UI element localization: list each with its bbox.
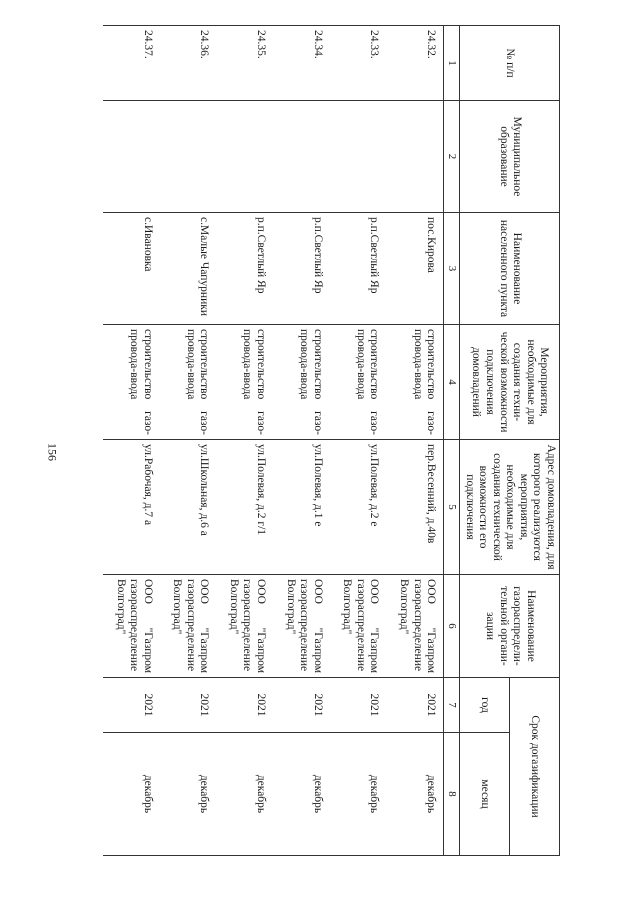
column-number: 7 (444, 678, 460, 733)
table-row (386, 26, 443, 856)
row-organization: ООО "Газпром газораспределение Волгоград" (160, 575, 217, 678)
header-deadline: Срок догазификации (510, 678, 560, 856)
row-municipality (273, 101, 330, 213)
row-municipality (386, 101, 443, 213)
column-number: 5 (444, 440, 460, 575)
table-row (103, 26, 160, 856)
row-number: 24.35. (216, 26, 273, 101)
row-year: 2021 (386, 678, 443, 733)
row-organization: ООО "Газпром газораспределение Волгоград" (273, 575, 330, 678)
table-header (460, 26, 560, 856)
column-number: 4 (444, 325, 460, 440)
row-locality: с.Ивановка (103, 213, 160, 325)
row-address: ул.Полевая, д.2 е (330, 440, 387, 575)
row-measure: строительство газо-провода-ввода (330, 325, 387, 440)
row-month: декабрь (386, 733, 443, 856)
column-number: 8 (444, 733, 460, 856)
row-measure: строительство газо-провода-ввода (160, 325, 217, 440)
table-row (160, 26, 217, 856)
row-month: декабрь (216, 733, 273, 856)
header-num: № п/п (460, 26, 560, 101)
row-address: пер.Весенний, д.40в (386, 440, 443, 575)
row-year: 2021 (160, 678, 217, 733)
row-locality: с.Малые Чапурники (160, 213, 217, 325)
row-address: ул.Рабочая, д.7 а (103, 440, 160, 575)
column-number: 3 (444, 213, 460, 325)
header-year: год (460, 678, 510, 733)
row-organization: ООО "Газпром газораспределение Волгоград" (330, 575, 387, 678)
header-measures: Мероприятия, необходимые для создания техни-ческой возможности подключения домовладений (460, 325, 560, 440)
row-locality: р.п.Светлый Яр (216, 213, 273, 325)
gasification-table (103, 25, 560, 856)
row-measure: строительство газо-провода-ввода (273, 325, 330, 440)
row-municipality (160, 101, 217, 213)
row-municipality (330, 101, 387, 213)
header-month: месяц (460, 733, 510, 856)
row-year: 2021 (103, 678, 160, 733)
row-locality: р.п.Светлый Яр (330, 213, 387, 325)
header-address: Адрес домовладения, для которого реализуются мероприятия, необходимые для создания технической возможности его подключения (460, 440, 560, 575)
row-locality: пос.Кирова (386, 213, 443, 325)
page-number: 156 (45, 443, 60, 461)
header-organization: Наименование газораспредели-тельной органи-зации (460, 575, 560, 678)
column-number: 1 (444, 26, 460, 101)
table-row (330, 26, 387, 856)
row-locality: р.п.Светлый Яр (273, 213, 330, 325)
row-address: ул.Полевая, д.2 г/1 (216, 440, 273, 575)
row-organization: ООО "Газпром газораспределение Волгоград" (216, 575, 273, 678)
row-number: 24.34. (273, 26, 330, 101)
row-measure: строительство газо-провода-ввода (103, 325, 160, 440)
row-month: декабрь (273, 733, 330, 856)
row-number: 24.32. (386, 26, 443, 101)
row-measure: строительство газо-провода-ввода (216, 325, 273, 440)
row-month: декабрь (103, 733, 160, 856)
row-address: ул.Полевая, д.1 е (273, 440, 330, 575)
table-row (273, 26, 330, 856)
table-row (216, 26, 273, 856)
header-municipality: Муниципальное образование (460, 101, 560, 213)
row-year: 2021 (216, 678, 273, 733)
row-month: декабрь (160, 733, 217, 856)
row-measure: строительство газо-провода-ввода (386, 325, 443, 440)
row-number: 24.37. (103, 26, 160, 101)
row-number: 24.36. (160, 26, 217, 101)
column-number: 2 (444, 101, 460, 213)
row-year: 2021 (330, 678, 387, 733)
header-locality: Наименование населенного пункта (460, 213, 560, 325)
row-month: декабрь (330, 733, 387, 856)
row-municipality (103, 101, 160, 213)
row-address: ул.Школьная, д.6 а (160, 440, 217, 575)
row-municipality (216, 101, 273, 213)
table-body (103, 26, 444, 856)
row-number: 24.33. (330, 26, 387, 101)
row-year: 2021 (273, 678, 330, 733)
rotated-table-container (90, 25, 560, 855)
row-organization: ООО "Газпром газораспределение Волгоград" (386, 575, 443, 678)
column-number-row (444, 26, 460, 856)
row-organization: ООО "Газпром газораспределение Волгоград" (103, 575, 160, 678)
column-number: 6 (444, 575, 460, 678)
